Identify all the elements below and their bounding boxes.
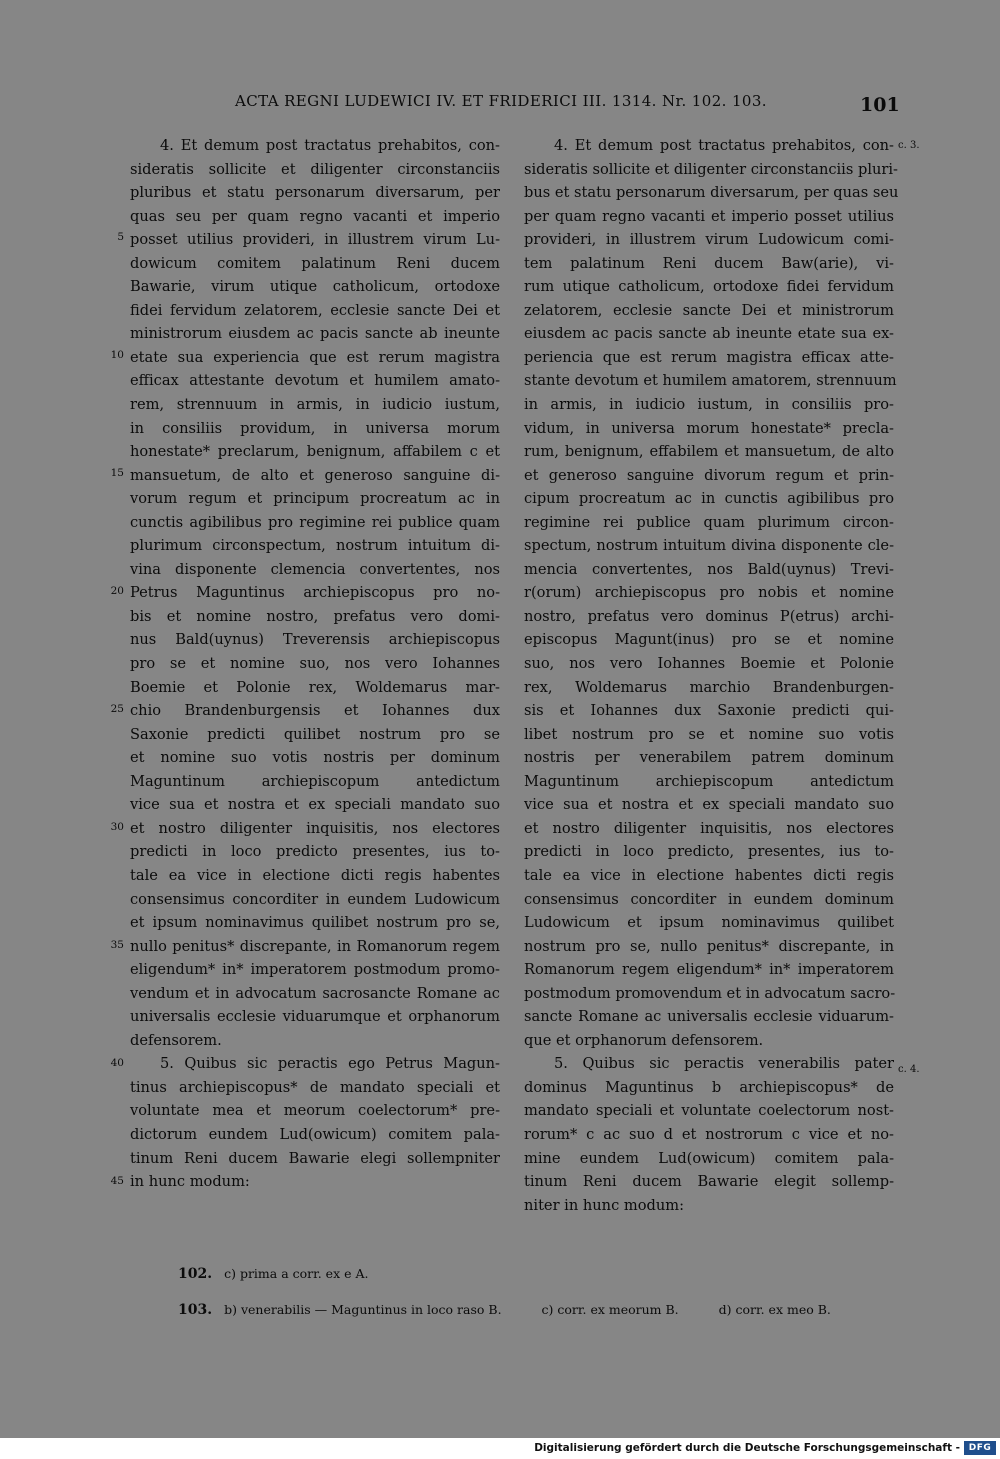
text-line: et nostro diligenter inquisitis, nos electores [524, 819, 894, 837]
text-line: defensorem. [130, 1031, 222, 1049]
text-line: vendum et in advocatum sacrosancte Romane ac [130, 984, 500, 1002]
line-number: 35 [110, 939, 124, 951]
line-number: 20 [110, 585, 124, 597]
text-line: mine eundem Lud(owicum) comitem pala- [524, 1149, 894, 1167]
text-line: sideratis sollicite et diligenter circonstanciis [130, 160, 500, 178]
line-number: 45 [110, 1175, 124, 1187]
text-line: dictorum eundem Lud(owicum) comitem pala- [130, 1125, 500, 1143]
footer-bar [0, 1438, 1000, 1459]
text-line: Saxonie predicti quilibet nostrum pro se [130, 725, 500, 743]
text-line: zelatorem, ecclesie sancte Dei et ministrorum [524, 301, 894, 319]
text-line: sancte Romane ac universalis ecclesie viduarum- [524, 1008, 894, 1026]
text-line: eiusdem ac pacis sancte ab ineunte etate sua ex- [524, 325, 894, 343]
running-head: ACTA REGNI LUDEWICI IV. ET FRIDERICI III. 1314. Nr. 102. 103. [235, 92, 767, 110]
text-line: chio Brandenburgensis et Iohannes dux [130, 702, 500, 720]
text-line: nostris per venerabilem patrem dominum [524, 749, 894, 767]
text-line: vice sua et nostra et ex speciali mandato suo [524, 796, 894, 814]
text-line: sideratis sollicite et diligenter circonstanciis pluri- [524, 160, 898, 178]
text-line: tem palatinum Reni ducem Baw(arie), vi- [524, 254, 894, 272]
text-line: tale ea vice in electione dicti regis habentes [130, 866, 500, 884]
text-line: bus et statu personarum diversarum, per quas seu [524, 184, 899, 202]
text-line: posset utilius provideri, in illustrem virum Lu- [130, 231, 500, 249]
text-line: predicti in loco predicto presentes, ius to- [130, 843, 500, 861]
text-line: sis et Iohannes dux Saxonie predicti qui- [524, 702, 894, 720]
text-line: et nostro diligenter inquisitis, nos electores [130, 819, 500, 837]
text-line: spectum, nostrum intuitum divina disponente cle- [524, 537, 894, 555]
line-number: 40 [110, 1057, 124, 1069]
text-line: Ludowicum et ipsum nominavimus quilibet [524, 914, 894, 932]
text-line: rorum* c ac suo d et nostrorum c vice et no- [524, 1125, 894, 1143]
text-line: consensimus concorditer in eundem Ludowicum [130, 890, 500, 908]
text-line: predicti in loco predicto, presentes, ius to- [524, 843, 894, 861]
footnote-103 [178, 1302, 867, 1318]
text-line: r(orum) archiepiscopus pro nobis et nomine [524, 584, 894, 602]
text-line: pluribus et statu personarum diversarum, per [130, 184, 500, 202]
text-line: in consiliis providum, in universa morum [130, 419, 500, 437]
text-line: rem, strennuum in armis, in iudicio iustum, [130, 396, 500, 414]
text-line: universalis ecclesie viduarumque et orphanorum [130, 1008, 500, 1026]
text-line: regimine rei publice quam plurimum circon- [524, 513, 894, 531]
page-number: 101 [860, 94, 900, 116]
margin-note: c. 3. [898, 140, 920, 151]
text-line: voluntate mea et meorum coelectorum* pre- [130, 1102, 500, 1120]
text-line: 4. Et demum post tractatus prehabitos, con- [554, 137, 894, 154]
left-text-column [130, 134, 500, 1194]
text-line: Bawarie, virum utique catholicum, ortodoxe [130, 278, 500, 296]
text-line: tale ea vice in electione habentes dicti regis [524, 866, 894, 884]
right-text-column [524, 134, 899, 1217]
footnote-text: b) venerabilis — Maguntinus in loco raso B. [224, 1302, 502, 1317]
text-line: rex, Woldemarus marchio Brandenburgen- [524, 678, 894, 696]
text-line: in hunc modum: [130, 1173, 250, 1191]
text-line: dowicum comitem palatinum Reni ducem [130, 254, 500, 272]
text-line: cipum procreatum ac in cunctis agibilibus pro [524, 490, 894, 508]
text-line: fidei fervidum zelatorem, ecclesie sancte Dei et [130, 301, 500, 319]
text-line: nostrum pro se, nullo penitus* discrepante, in [524, 937, 894, 955]
text-line: periencia que est rerum magistra efficax atte- [524, 348, 894, 366]
footnote-number: 102. [178, 1266, 213, 1282]
footnote-text: c) corr. ex meorum B. [541, 1302, 679, 1317]
text-line: et nomine suo votis nostris per dominum [130, 749, 500, 767]
footnote-text: d) corr. ex meo B. [718, 1302, 831, 1317]
text-line: rum, benignum, effabilem et mansuetum, de alto [524, 443, 894, 461]
text-line: bis et nomine nostro, prefatus vero domi- [130, 607, 500, 625]
text-line: vice sua et nostra et ex speciali mandato suo [130, 796, 500, 814]
text-line: nullo penitus* discrepante, in Romanorum regem [130, 937, 500, 955]
funding-credit: Digitalisierung gefördert durch die Deutsche Forschungsgemeinschaft - [534, 1442, 960, 1454]
dfg-logo-icon: DFG [964, 1441, 996, 1455]
text-line: libet nostrum pro se et nomine suo votis [524, 725, 894, 743]
text-line: 4. Et demum post tractatus prehabitos, con- [160, 137, 500, 154]
text-line: in armis, in iudicio iustum, in consiliis pro- [524, 396, 894, 414]
text-line: 5. Quibus sic peractis ego Petrus Magun- [160, 1055, 500, 1073]
text-line: et ipsum nominavimus quilibet nostrum pro se, [130, 914, 500, 932]
line-number: 25 [110, 703, 124, 715]
text-line: ministrorum eiusdem ac pacis sancte ab ineunte [130, 325, 500, 343]
footnote-text: c) prima a corr. ex e A. [224, 1266, 369, 1281]
text-line: niter in hunc modum: [524, 1196, 685, 1214]
text-line: 5. Quibus sic peractis venerabilis pater [554, 1055, 894, 1073]
text-line: Romanorum regem eligendum* in* imperatorem [524, 961, 894, 979]
text-line: honestate* preclarum, benignum, affabilem c et [130, 443, 500, 461]
text-line: mandato speciali et voluntate coelectorum nost- [524, 1102, 894, 1120]
text-line: tinum Reni ducem Bawarie elegi sollempniter [130, 1149, 500, 1167]
text-line: per quam regno vacanti et imperio posset utilius [524, 207, 894, 225]
text-line: stante devotum et humilem amatorem, strennuum [524, 372, 897, 390]
text-line: et generoso sanguine divorum regum et prin- [524, 466, 894, 484]
text-line: suo, nos vero Iohannes Boemie et Polonie [524, 655, 894, 673]
text-line: vina disponente clemencia convertentes, nos [130, 560, 500, 578]
text-line: Maguntinum archiepiscopum antedictum [130, 772, 500, 790]
text-line: episcopus Magunt(inus) pro se et nomine [524, 631, 894, 649]
text-line: pro se et nomine suo, nos vero Iohannes [130, 655, 500, 673]
footnote-102 [178, 1266, 404, 1282]
text-line: postmodum promovendum et in advocatum sacro- [524, 984, 896, 1002]
text-line: mencia convertentes, nos Bald(uynus) Trevi- [524, 560, 894, 578]
text-line: tinum Reni ducem Bawarie elegit sollemp- [524, 1173, 894, 1191]
text-line: plurimum circonspectum, nostrum intuitum di- [130, 537, 500, 555]
text-line: mansuetum, de alto et generoso sanguine di- [130, 466, 500, 484]
line-number: 30 [110, 821, 124, 833]
line-number: 5 [117, 231, 124, 243]
text-line: cunctis agibilibus pro regimine rei publice quam [130, 513, 500, 531]
text-line: vidum, in universa morum honestate* precla- [524, 419, 894, 437]
text-line: Petrus Maguntinus archiepiscopus pro no- [130, 584, 500, 602]
text-line: etate sua experiencia que est rerum magistra [130, 348, 500, 366]
text-line: nostro, prefatus vero dominus P(etrus) archi- [524, 607, 894, 625]
text-line: rum utique catholicum, ortodoxe fidei fervidum [524, 278, 894, 296]
text-line: Boemie et Polonie rex, Woldemarus mar- [130, 678, 500, 696]
text-line: que et orphanorum defensorem. [524, 1031, 764, 1049]
footnote-number: 103. [178, 1302, 213, 1318]
text-line: efficax attestante devotum et humilem amato- [130, 372, 500, 390]
text-line: consensimus concorditer in eundem dominum [524, 890, 894, 908]
text-line: nus Bald(uynus) Treverensis archiepiscopus [130, 631, 500, 649]
text-line: tinus archiepiscopus* de mandato speciali et [130, 1078, 500, 1096]
text-line: dominus Maguntinus b archiepiscopus* de [524, 1078, 894, 1096]
line-number: 10 [110, 349, 124, 361]
text-line: Maguntinum archiepiscopum antedictum [524, 772, 894, 790]
text-line: eligendum* in* imperatorem postmodum promo- [130, 961, 500, 979]
margin-note: c. 4. [898, 1064, 920, 1075]
text-line: quas seu per quam regno vacanti et imperio [130, 207, 500, 225]
text-line: vorum regum et principum procreatum ac in [130, 490, 500, 508]
line-number: 15 [110, 467, 124, 479]
text-line: provideri, in illustrem virum Ludowicum comi- [524, 231, 894, 249]
